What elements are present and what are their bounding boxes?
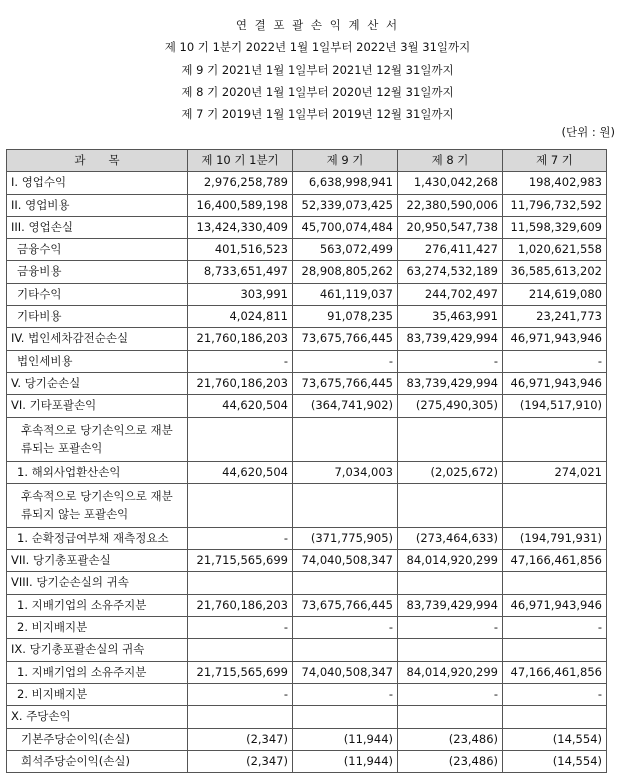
row-value: 214,619,080: [503, 283, 607, 305]
header-period-10: 제 10 기 1분기: [188, 150, 293, 172]
row-value: -: [188, 350, 293, 372]
row-value: 303,991: [188, 283, 293, 305]
table-row: [7, 728, 607, 750]
period-line-8: 제 8 기 2020년 1월 1일부터 2020년 12월 31일까지: [181, 84, 454, 99]
row-value: 84,014,920,299: [398, 661, 503, 683]
row-value: (2,347): [188, 728, 293, 750]
row-label: VI. 기타포괄손익: [7, 395, 188, 417]
row-label: 1. 지배기업의 소유주지분: [7, 661, 188, 683]
row-value: 563,072,499: [293, 239, 398, 261]
row-value: [293, 572, 398, 594]
table-row: [7, 350, 607, 372]
row-value: -: [503, 683, 607, 705]
table-row: [7, 395, 607, 417]
row-value: [188, 706, 293, 728]
row-value: -: [188, 527, 293, 549]
row-value: [293, 706, 398, 728]
row-value: 21,760,186,203: [188, 372, 293, 394]
table-row: [7, 372, 607, 394]
row-value: [293, 417, 398, 461]
table-row: [7, 683, 607, 705]
row-value: 21,760,186,203: [188, 594, 293, 616]
row-value: -: [503, 350, 607, 372]
row-value: 21,760,186,203: [188, 328, 293, 350]
row-label: 희석주당순이익(손실): [7, 750, 188, 772]
row-label: 2. 비지배지분: [7, 617, 188, 639]
unit-label: (단위 : 원): [561, 125, 615, 139]
row-value: 1,430,042,268: [398, 172, 503, 194]
row-label: X. 주당손익: [7, 706, 188, 728]
row-label: VII. 당기총포괄손실: [7, 550, 188, 572]
row-value: 11,598,329,609: [503, 216, 607, 238]
table-row: [7, 550, 607, 572]
row-value: 44,620,504: [188, 461, 293, 483]
table-row: [7, 750, 607, 772]
row-value: 244,702,497: [398, 283, 503, 305]
row-value: (364,741,902): [293, 395, 398, 417]
row-value: [188, 483, 293, 527]
row-value: 1,020,621,558: [503, 239, 607, 261]
table-row: [7, 527, 607, 549]
row-value: 83,739,429,994: [398, 372, 503, 394]
row-value: 47,166,461,856: [503, 550, 607, 572]
row-value: -: [503, 617, 607, 639]
row-value: (194,791,931): [503, 527, 607, 549]
row-value: (14,554): [503, 728, 607, 750]
row-label: 금융비용: [7, 261, 188, 283]
header-account: 과 목: [7, 150, 188, 172]
row-value: [398, 639, 503, 661]
row-value: 6,638,998,941: [293, 172, 398, 194]
row-value: 4,024,811: [188, 306, 293, 328]
row-value: [503, 639, 607, 661]
row-value: (371,775,905): [293, 527, 398, 549]
table-row: [7, 283, 607, 305]
statement-title: 연 결 포 괄 손 익 계 산 서: [235, 18, 400, 32]
row-value: [503, 706, 607, 728]
table-row: [7, 239, 607, 261]
row-value: 8,733,651,497: [188, 261, 293, 283]
row-value: 22,380,590,006: [398, 194, 503, 216]
period-line-10: 제 10 기 1분기 2022년 1월 1일부터 2022년 3월 31일까지: [164, 40, 471, 55]
row-value: 83,739,429,994: [398, 328, 503, 350]
row-label: IX. 당기총포괄손실의 귀속: [7, 639, 188, 661]
row-value: 11,796,732,592: [503, 194, 607, 216]
row-value: -: [398, 617, 503, 639]
row-value: 46,971,943,946: [503, 594, 607, 616]
row-value: 46,971,943,946: [503, 328, 607, 350]
row-label: 후속적으로 당기손익으로 재분류되지 않는 포괄손익: [7, 483, 188, 527]
row-value: 21,715,565,699: [188, 550, 293, 572]
row-label: 기타수익: [7, 283, 188, 305]
row-value: 461,119,037: [293, 283, 398, 305]
row-value: [503, 417, 607, 461]
row-label: 기본주당순이익(손실): [7, 728, 188, 750]
row-value: (11,944): [293, 750, 398, 772]
table-row: [7, 639, 607, 661]
row-value: 23,241,773: [503, 306, 607, 328]
row-value: [293, 639, 398, 661]
period-line-9: 제 9 기 2021년 1월 1일부터 2021년 12월 31일까지: [181, 62, 454, 77]
row-value: [503, 572, 607, 594]
row-label: 기타비용: [7, 306, 188, 328]
row-value: (275,490,305): [398, 395, 503, 417]
table-row: [7, 216, 607, 238]
row-value: 73,675,766,445: [293, 328, 398, 350]
table-row: [7, 706, 607, 728]
row-label: IV. 법인세차감전순손실: [7, 328, 188, 350]
table-row: [7, 617, 607, 639]
row-value: [398, 572, 503, 594]
row-value: [293, 483, 398, 527]
row-label: 법인세비용: [7, 350, 188, 372]
row-value: 28,908,805,262: [293, 261, 398, 283]
period-line-7: 제 7 기 2019년 1월 1일부터 2019년 12월 31일까지: [181, 107, 454, 122]
row-value: (14,554): [503, 750, 607, 772]
row-value: (2,347): [188, 750, 293, 772]
header-period-8: 제 8 기: [398, 150, 503, 172]
row-value: 47,166,461,856: [503, 661, 607, 683]
row-value: (23,486): [398, 728, 503, 750]
table-row: [7, 572, 607, 594]
row-value: 36,585,613,202: [503, 261, 607, 283]
row-value: -: [398, 350, 503, 372]
row-value: 401,516,523: [188, 239, 293, 261]
row-value: 46,971,943,946: [503, 372, 607, 394]
table-row: [7, 194, 607, 216]
row-value: (2,025,672): [398, 461, 503, 483]
row-value: [188, 417, 293, 461]
row-label: II. 영업비용: [7, 194, 188, 216]
row-value: 74,040,508,347: [293, 661, 398, 683]
row-value: 52,339,073,425: [293, 194, 398, 216]
row-value: -: [293, 617, 398, 639]
row-value: 74,040,508,347: [293, 550, 398, 572]
row-value: [188, 639, 293, 661]
row-value: 73,675,766,445: [293, 594, 398, 616]
row-value: 21,715,565,699: [188, 661, 293, 683]
row-value: 45,700,074,484: [293, 216, 398, 238]
row-value: [503, 483, 607, 527]
row-value: [398, 483, 503, 527]
row-label: VIII. 당기순손실의 귀속: [7, 572, 188, 594]
row-value: 35,463,991: [398, 306, 503, 328]
row-label: 1. 지배기업의 소유주지분: [7, 594, 188, 616]
row-value: -: [398, 683, 503, 705]
row-value: 16,400,589,198: [188, 194, 293, 216]
row-value: 7,034,003: [293, 461, 398, 483]
row-value: [188, 572, 293, 594]
row-value: 198,402,983: [503, 172, 607, 194]
row-value: 91,078,235: [293, 306, 398, 328]
table-row: [7, 594, 607, 616]
row-value: -: [293, 350, 398, 372]
row-label: 금융수익: [7, 239, 188, 261]
table-row: [7, 172, 607, 194]
table-row: [7, 261, 607, 283]
row-value: 276,411,427: [398, 239, 503, 261]
row-label: 1. 순확정급여부채 재측정요소: [7, 527, 188, 549]
row-label: 1. 해외사업환산손익: [7, 461, 188, 483]
row-value: 63,274,532,189: [398, 261, 503, 283]
table-row: [7, 417, 607, 461]
row-value: (194,517,910): [503, 395, 607, 417]
row-label: I. 영업수익: [7, 172, 188, 194]
row-label: V. 당기순손실: [7, 372, 188, 394]
row-value: -: [188, 683, 293, 705]
row-value: -: [188, 617, 293, 639]
row-label: 2. 비지배지분: [7, 683, 188, 705]
table-row: [7, 483, 607, 527]
row-value: -: [293, 683, 398, 705]
row-value: 83,739,429,994: [398, 594, 503, 616]
row-value: [398, 706, 503, 728]
row-label: III. 영업손실: [7, 216, 188, 238]
row-label: 후속적으로 당기손익으로 재분류되는 포괄손익: [7, 417, 188, 461]
table-header-row: [7, 150, 607, 172]
table-row: [7, 661, 607, 683]
row-value: [398, 417, 503, 461]
row-value: 44,620,504: [188, 395, 293, 417]
row-value: (11,944): [293, 728, 398, 750]
row-value: (23,486): [398, 750, 503, 772]
row-value: 2,976,258,789: [188, 172, 293, 194]
row-value: (273,464,633): [398, 527, 503, 549]
table-row: [7, 306, 607, 328]
row-value: 73,675,766,445: [293, 372, 398, 394]
row-value: 84,014,920,299: [398, 550, 503, 572]
table-row: [7, 461, 607, 483]
row-value: 274,021: [503, 461, 607, 483]
header-period-9: 제 9 기: [293, 150, 398, 172]
table-body: [7, 172, 607, 773]
row-value: 13,424,330,409: [188, 216, 293, 238]
statement-titles: [0, 14, 635, 125]
income-statement-table: [6, 149, 607, 773]
table-row: [7, 328, 607, 350]
row-value: 20,950,547,738: [398, 216, 503, 238]
header-period-7: 제 7 기: [503, 150, 607, 172]
